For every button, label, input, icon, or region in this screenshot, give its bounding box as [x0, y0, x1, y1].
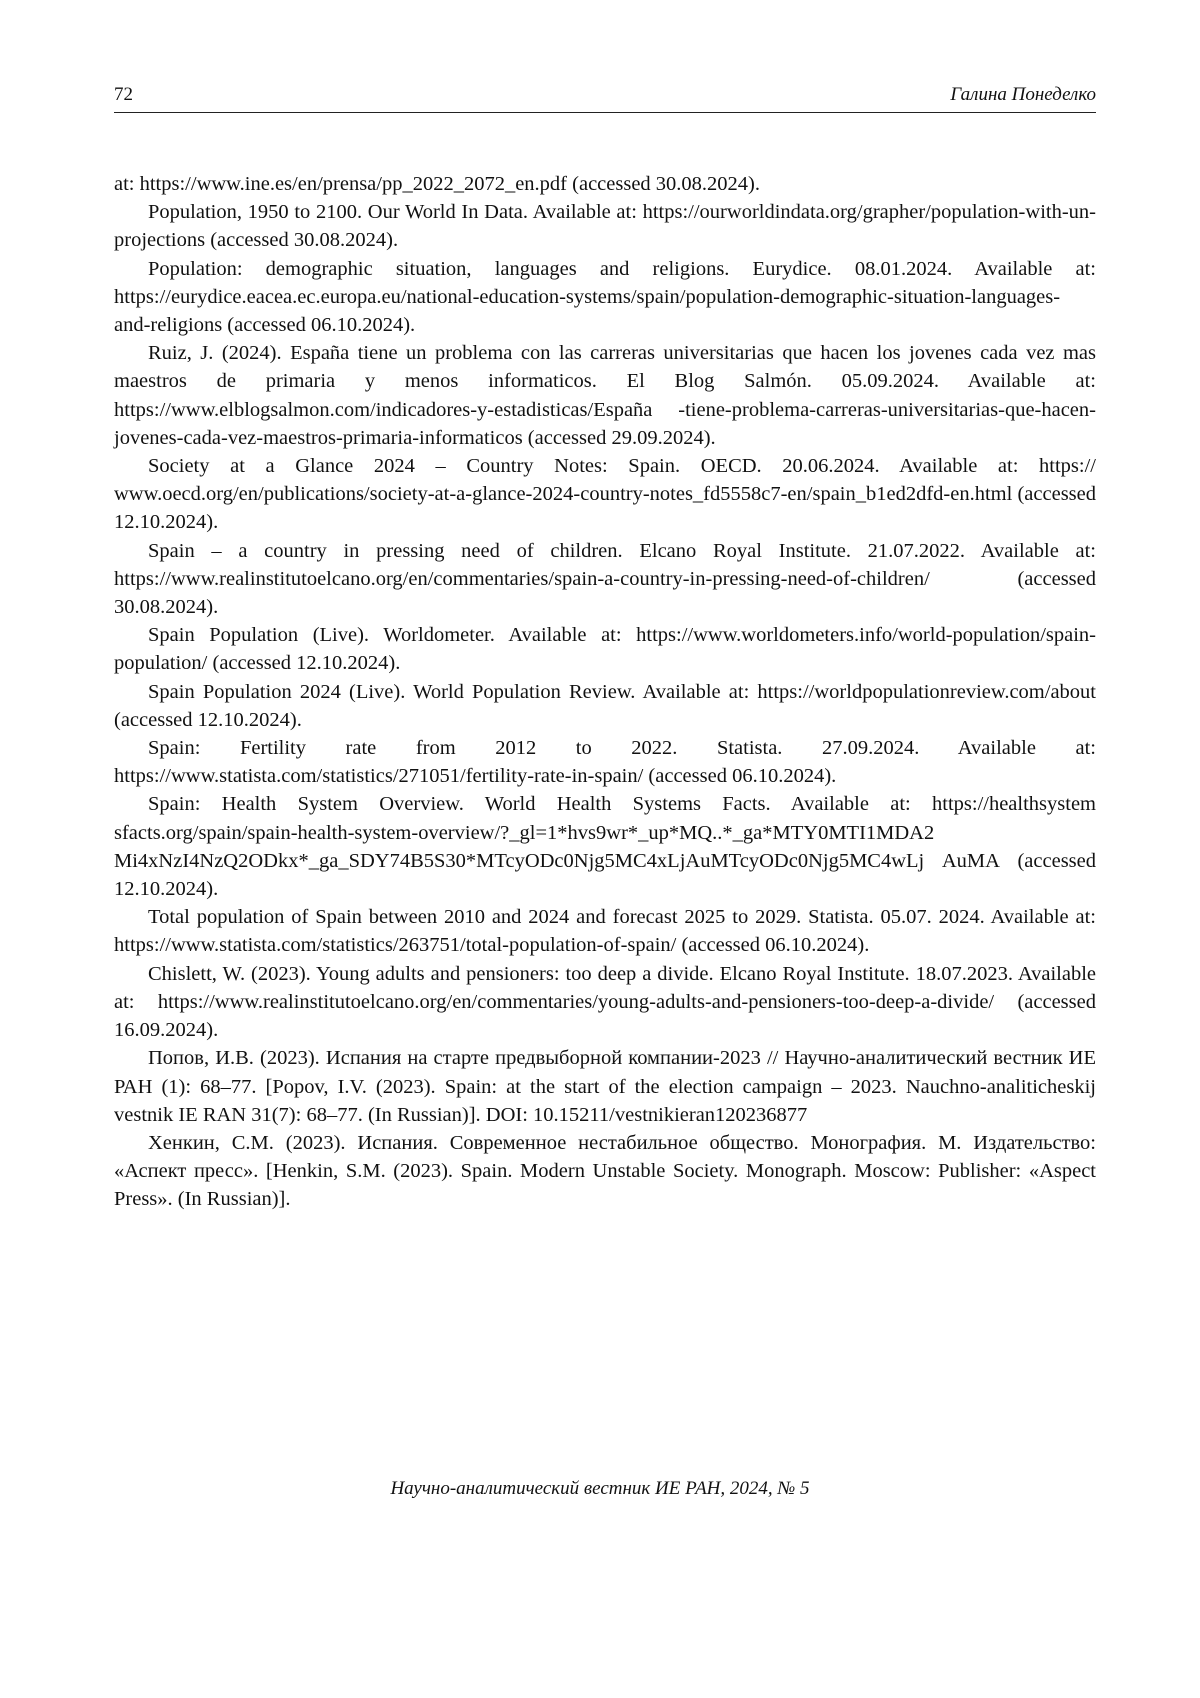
reference-list — [114, 170, 1096, 1214]
reference-entry: Spain: Health System Overview. World Health Systems Facts. Available at: https://healthsystem sfacts.org/spain/spain-health-system-overview/?_gl=1*hvs9wr*_up*MQ..*_ga*MTY0MTI1MDA2 Mi4xNzI4NzQ2ODkx*_ga_SDY74B5S30*MTcyODc0Njg5MC4xLjAuMTcyODc0Njg5MC4wLj AuMA (accessed 12.10.2024). — [114, 793, 1096, 901]
reference-entry: Population, 1950 to 2100. Our World In Data. Available at: https://ourworldindata.org/grapher/population-with-un-projections (accessed 30.08.2024). — [114, 201, 1096, 252]
reference-entry: Society at a Glance 2024 – Country Notes: Spain. OECD. 20.06.2024. Available at: https:// www.oecd.org/en/publications/society-at-a-glance-2024-country-notes_fd5558c7-en/spain_b1ed2dfd-en.html (accessed 12.10.2024). — [114, 455, 1096, 534]
reference-entry: Chislett, W. (2023). Young adults and pensioners: too deep a divide. Elcano Royal Institute. 18.07.2023. Available at: https://www.realinstitutoelcano.org/en/commentaries/young-adults-and-pensioners-too-deep-a-divide/ (accessed 16.09.2024). — [114, 962, 1096, 1042]
reference-entry: Хенкин, С.М. (2023). Испания. Современное нестабильное общество. Монография. М. Издательство: «Аспект пресс». [Henkin, S.M. (2023). Spain. Modern Unstable Society. Monograph. Moscow: Publisher: «Aspect Press». (In Russian)]. — [114, 1131, 1096, 1211]
reference-entry: Попов, И.В. (2023). Испания на старте предвыборной компании-2023 // Научно-аналитический вестник ИЕ РАН (1): 68–77. [Popov, I.V. (2023). Spain: at the start of the election campaign – 2023. Nauchno-analiticheskij vestnik IE RAN 31(7): 68–77. (In Russian)]. DOI: 10.15211/vestnikieran120236877 — [114, 1047, 1096, 1126]
reference-entry: Spain Population (Live). Worldometer. Available at: https://www.worldometers.info/world-population/spain-population/ (accessed 12.10.2024). — [114, 624, 1096, 675]
reference-entry: Spain – a country in pressing need of children. Elcano Royal Institute. 21.07.2022. Available at: https://www.realinstitutoelcano.org/en/commentaries/spain-a-country-in-pressing-need-of-children/ (accessed 30.08.2024). — [114, 539, 1096, 619]
reference-entry: Ruiz, J. (2024). España tiene un problema con las carreras universitarias que hacen los jovenes cada vez mas maestros de primaria y menos informaticos. El Blog Salmón. 05.09.2024. Available at: https://www.elblogsalmon.com/indicadores-y-estadisticas/España -tiene-problema-carreras-universitarias-que-hacen-jovenes-cada-vez-maestros-primaria-informaticos (accessed 29.09.2024). — [114, 342, 1096, 449]
running-header-author: Галина Понеделко — [950, 84, 1096, 105]
reference-entry: Spain: Fertility rate from 2012 to 2022. Statista. 27.09.2024. Available at: https://www.statista.com/statistics/271051/fertility-rate-in-spain/ (accessed 06.10.2024). — [114, 737, 1096, 788]
page-header — [114, 84, 1096, 113]
reference-entry: Total population of Spain between 2010 and 2024 and forecast 2025 to 2029. Statista. 05.07. 2024. Available at: https://www.statista.com/statistics/263751/total-population-of-spain/ (accessed 06.10.2024). — [114, 906, 1096, 957]
reference-entry: at: https://www.ine.es/en/prensa/pp_2022_2072_en.pdf (accessed 30.08.2024). — [114, 173, 760, 195]
page-footer-journal: Научно-аналитический вестник ИЕ РАН, 2024, № 5 — [390, 1478, 810, 1499]
reference-entry: Spain Population 2024 (Live). World Population Review. Available at: https://worldpopulationreview.com/about (accessed 12.10.2024). — [114, 680, 1096, 731]
page-number: 72 — [114, 84, 133, 105]
reference-entry: Population: demographic situation, languages and religions. Eurydice. 08.01.2024. Available at: https://eurydice.eacea.ec.europa.eu/national-education-systems/spain/population-demographic-situation-languages-and-religions (accessed 06.10.2024). — [114, 257, 1096, 337]
